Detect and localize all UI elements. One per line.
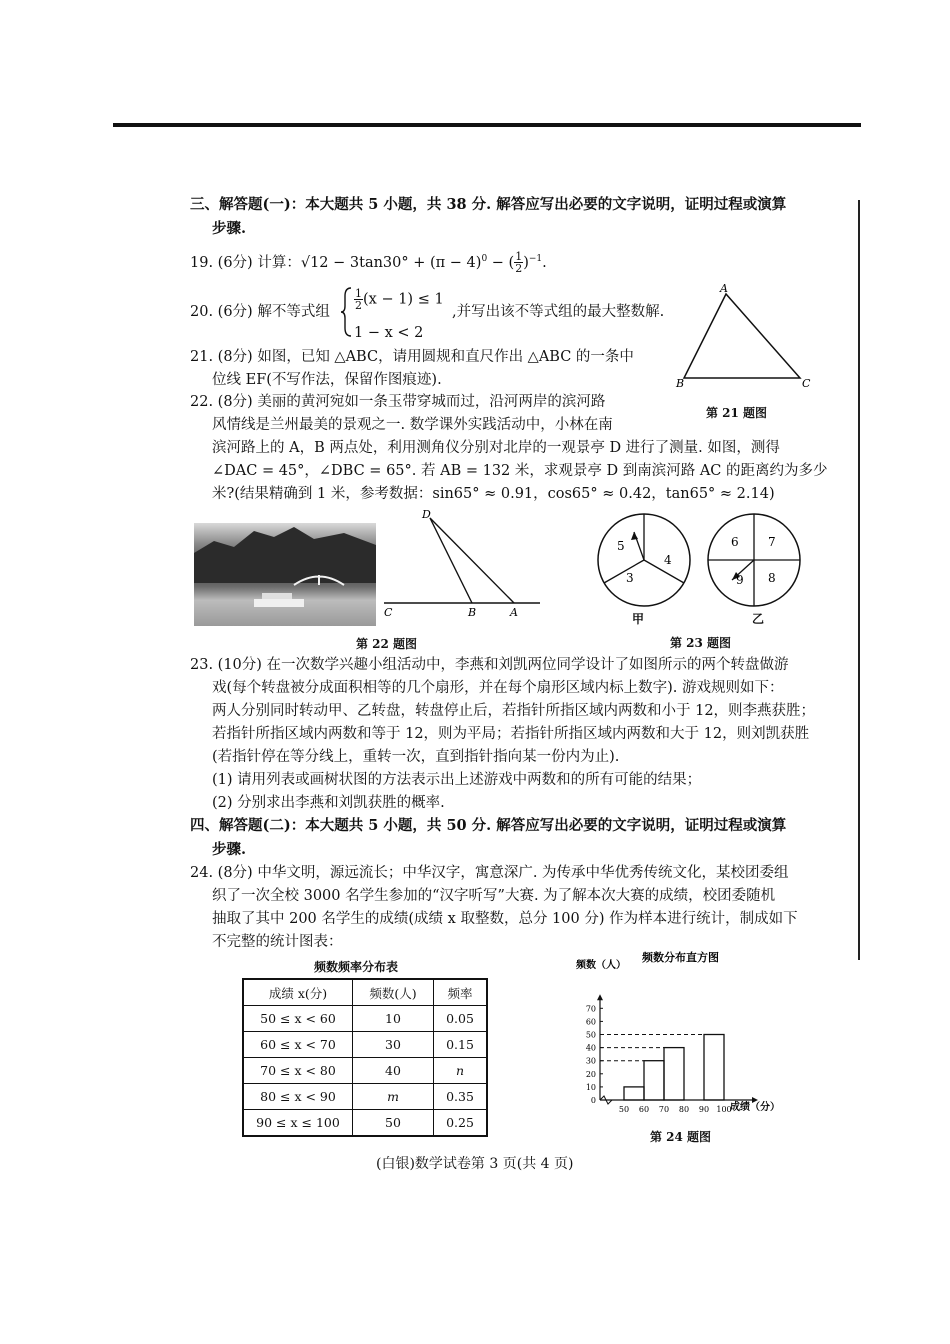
question-23-line3: 两人分别同时转动甲、乙转盘，转盘停止后，若指针所指区域内两数和小于 12，则李燕获胜； [212, 703, 816, 719]
table-cell: m [353, 1084, 434, 1110]
x-tick-label: 100 [716, 1105, 732, 1114]
table-cell: 40 [353, 1058, 434, 1084]
figure-23-caption: 第 23 题图 [670, 636, 732, 650]
histogram-bar [704, 1035, 724, 1101]
inequality-1: $\frac{1}{2}$ (x − 1) ≤ 1 [355, 287, 444, 312]
y-tick-label: 40 [585, 1043, 596, 1053]
table-cell: 50 [353, 1110, 434, 1137]
section4-heading-line1: 四、解答题(二)：本大题共 5 小题，共 50 分. 解答应写出必要的文字说明，证明过程或演算 [190, 817, 787, 834]
table-row [243, 1032, 487, 1058]
question-22-line1: 22. (8分) 美丽的黄河宛如一条玉带穿城而过，沿河两岸的滨河路 [190, 394, 606, 410]
yi-number-7: 7 [768, 535, 776, 549]
figure-21-caption: 第 21 题图 [706, 406, 768, 420]
table-cell: 50 ≤ x < 60 [243, 1006, 353, 1032]
question-23-line5: (若指针停在等分线上，重转一次，直到指针指向某一份内为止). [212, 749, 620, 765]
y-tick-label: 10 [585, 1082, 596, 1092]
x-tick-label: 50 [618, 1105, 630, 1114]
table-header-row [243, 979, 487, 1006]
histogram-bar [664, 1048, 684, 1100]
question-24-line1: 24. (8分) 中华文明，源远流长；中华汉字，寓意深广. 为传承中华优秀传统文化，某校团委组 [190, 865, 789, 881]
question-23-sub2: (2) 分别求出李燕和刘凯获胜的概率. [212, 795, 445, 811]
jia-number-3: 3 [626, 571, 634, 585]
spinner-jia-label: 甲 [632, 612, 645, 626]
y-tick-label: 30 [585, 1056, 596, 1066]
left-brace [340, 286, 354, 338]
question-22-line3: 滨河路上的 A，B 两点处，利用测角仪分别对北岸的一观景亭 D 进行了测量. 如图，测得 [212, 440, 780, 456]
question-20-suffix: ,并写出该不等式组的最大整数解. [452, 304, 665, 320]
y-tick-label: 70 [585, 1004, 596, 1014]
point-d-label: D [422, 508, 431, 521]
frequency-table [242, 978, 488, 1137]
frequency-histogram [570, 950, 800, 1120]
spinner-yi [706, 512, 806, 612]
question-24-line3: 抽取了其中 200 名学生的成绩(成绩 x 取整数，总分 100 分) 作为样本进行统计，制成如下 [212, 911, 798, 927]
question-22-line5: 米?(结果精确到 1 米，参考数据：sin65° ≈ 0.91，cos65° ≈ 0.42，tan65° ≈ 2.14) [212, 486, 775, 502]
histogram-bar [644, 1061, 664, 1100]
table-cell: 70 ≤ x < 80 [243, 1058, 353, 1084]
question-23-line4: 若指针所指区域内两数和等于 12，则为平局；若指针所指区域内两数和大于 12，则刘凯获胜 [212, 726, 810, 742]
question-23-line1: 23. (10分) 在一次数学兴趣小组活动中，李燕和刘凯两位同学设计了如图所示的两个转盘做游 [190, 657, 789, 673]
table-cell: 0.05 [434, 1006, 488, 1032]
table-cell: 30 [353, 1032, 434, 1058]
figure-22-diagram [382, 508, 542, 619]
binding-line [858, 200, 860, 960]
header-score: 成绩 x(分) [243, 979, 353, 1006]
question-19: 19. (6分) 计算：$√12 - 3\tan 30^\circ + (\pi - 4)^0$ − ( $\frac{1}{2}$ )$^{-1}$. [190, 250, 547, 276]
table-row [243, 1110, 487, 1137]
inequality-2: 1 − x < 2 [354, 325, 424, 341]
spinner-jia [596, 512, 696, 612]
histogram-bar [624, 1087, 644, 1100]
table-cell: 0.15 [434, 1032, 488, 1058]
section4-heading-line2: 步骤. [212, 841, 247, 858]
x-tick-label: 80 [678, 1105, 690, 1114]
question-22-line2: 风情线是兰州最美的景观之一. 数学课外实践活动中，小林在南 [212, 417, 613, 433]
table-cell: 90 ≤ x ≤ 100 [243, 1110, 353, 1137]
yi-number-8: 8 [768, 571, 776, 585]
table-row [243, 1006, 487, 1032]
vertex-b-label: B [676, 377, 685, 390]
figure-22-caption: 第 22 题图 [356, 637, 418, 651]
question-20-prefix: 20. (6分) 解不等式组 [190, 304, 330, 320]
table-cell: 80 ≤ x < 90 [243, 1084, 353, 1110]
point-a-label: A [510, 606, 518, 619]
yi-number-9: 9 [736, 573, 744, 587]
table-cell: 10 [353, 1006, 434, 1032]
question-21-line2: 位线 EF(不写作法，保留作图痕迹). [212, 372, 442, 388]
table-row [243, 1084, 487, 1110]
header-frequency: 频数(人) [353, 979, 434, 1006]
histogram-title: 频数分布直方图 [642, 951, 719, 964]
figure-24-caption: 第 24 题图 [650, 1130, 712, 1144]
jia-number-5: 5 [617, 539, 625, 553]
vertex-c-label: C [802, 377, 811, 390]
table-cell: 60 ≤ x < 70 [243, 1032, 353, 1058]
question-24-line2: 织了一次全校 3000 名学生参加的“汉字听写”大赛. 为了解本次大赛的成绩，校团委随机 [212, 888, 776, 904]
vertex-a-label: A [720, 282, 728, 295]
question-22-line4: ∠DAC = 45°，∠DBC = 65°. 若 AB = 132 米，求观景亭 D 到南滨河路 AC 的距离约为多少 [212, 463, 828, 479]
top-rule [113, 123, 861, 127]
question-23-line2: 戏(每个转盘被分成面积相等的几个扇形，并在每个扇形区域内标上数字). 游戏规则如下： [212, 680, 784, 696]
table-cell: 0.25 [434, 1110, 488, 1137]
y-tick-label: 20 [585, 1069, 596, 1079]
yi-number-6: 6 [731, 535, 739, 549]
frequency-table-title: 频数频率分布表 [314, 960, 399, 974]
point-b-label: B [468, 606, 477, 619]
page-footer: (白银)数学试卷第 3 页(共 4 页) [376, 1156, 574, 1172]
point-c-label: C [384, 606, 393, 619]
table-cell: n [434, 1058, 488, 1084]
y-tick-label: 50 [585, 1030, 596, 1040]
question-23-sub1: (1) 请用列表或画树状图的方法表示出上述游戏中两数和的所有可能的结果； [212, 772, 702, 788]
x-tick-label: 70 [658, 1105, 670, 1114]
histogram-y-label: 频数（人） [576, 960, 626, 971]
y-tick-label: 60 [585, 1017, 596, 1027]
table-row [243, 1058, 487, 1084]
table-cell: 0.35 [434, 1084, 488, 1110]
question-21-line1: 21. (8分) 如图，已知 △ABC，请用圆规和直尺作出 △ABC 的一条中 [190, 349, 634, 365]
jia-number-4: 4 [664, 553, 672, 567]
spinner-yi-label: 乙 [752, 612, 765, 626]
x-tick-label: 60 [638, 1105, 650, 1114]
y-axis-arrow [597, 994, 603, 1000]
yellow-river-photo [194, 523, 376, 626]
y-tick-label: 0 [590, 1096, 596, 1105]
histogram-x-label: 成绩（分） [730, 1102, 780, 1113]
section3-heading-line2: 步骤. [212, 220, 247, 237]
header-rate: 频率 [434, 979, 488, 1006]
question-24-line4: 不完整的统计图表： [212, 934, 343, 950]
x-tick-label: 90 [698, 1105, 710, 1114]
section3-heading-line1: 三、解答题(一)：本大题共 5 小题，共 38 分. 解答应写出必要的文字说明，证明过程或演算 [190, 196, 787, 213]
triangle-abc-figure [676, 284, 816, 389]
